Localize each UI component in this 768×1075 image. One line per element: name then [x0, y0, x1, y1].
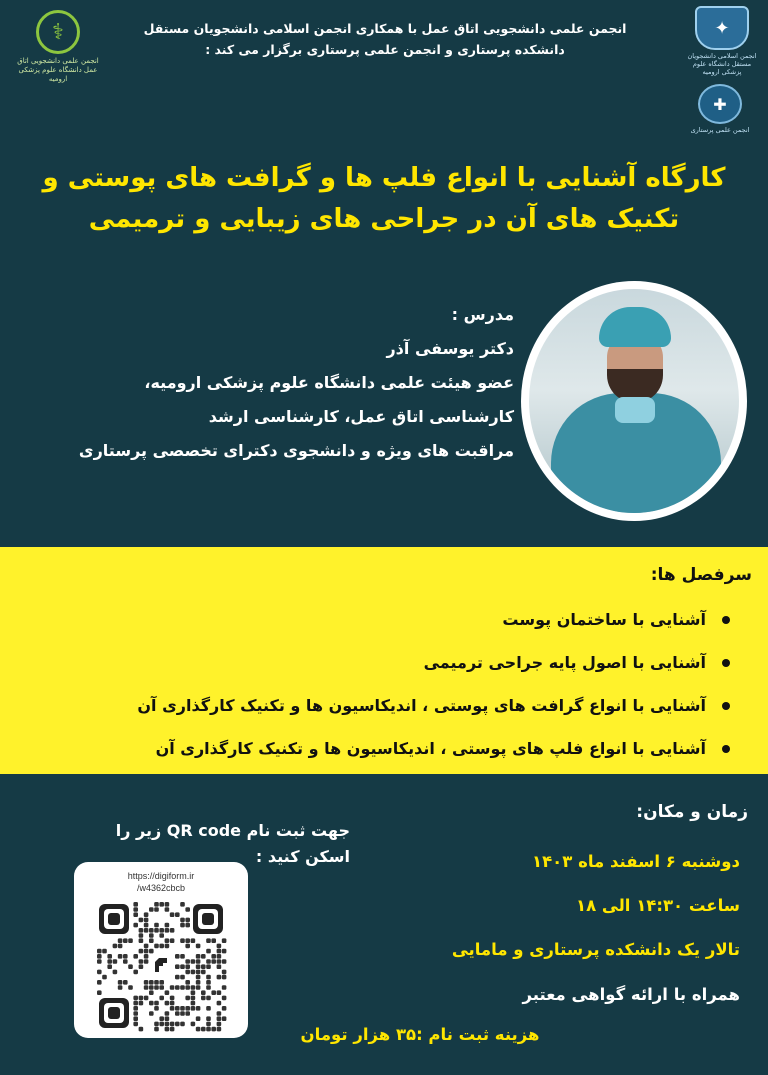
bullet-icon: [722, 616, 730, 624]
list-item: [30, 641, 730, 684]
topic-text: آشنایی با انواع فلپ های پوستی ، اندیکاسیون ها و تکنیک کارگذاری آن: [155, 739, 706, 758]
registration-fee: هزینه ثبت نام :۳۵ هزار تومان: [300, 1025, 540, 1044]
registration-line-2: اسکن کنید :: [255, 847, 350, 866]
graduate-emblem-icon: ✚: [698, 84, 742, 124]
instructor-line-2: کارشناسی اتاق عمل، کارشناسی ارشد: [208, 407, 514, 426]
instructor-line-1: عضو هیئت علمی دانشگاه علوم پزشکی ارومیه،: [144, 373, 514, 392]
instructor-photo: [521, 281, 747, 521]
logo-right1-caption: انجمن اسلامی دانشجویان مستقل دانشگاه علوم پزشکی ارومیه: [687, 52, 757, 76]
topics-title: سرفصل ها:: [650, 565, 752, 585]
instructor-line-3: مراقبت های ویژه و دانشجوی دکترای تخصصی پرستاری: [78, 441, 514, 460]
schedule-details: [370, 840, 740, 972]
dinosaur-icon: [149, 954, 173, 978]
topic-text: آشنایی با ساختمان پوست: [502, 610, 706, 629]
registration-line-1: جهت ثبت نام QR code زیر را: [115, 821, 350, 840]
workshop-title: [40, 158, 728, 240]
islamic-association-logo: [686, 6, 758, 74]
topic-text: آشنایی با اصول پایه جراحی ترمیمی: [423, 653, 706, 672]
logo-right2-caption: انجمن علمی پرستاری: [690, 126, 750, 134]
nursing-association-logo: [680, 84, 760, 146]
intro-line-2: دانشکده پرستاری و انجمن علمی پرستاری برگزار می کند :: [205, 42, 565, 57]
surgeon-portrait: [529, 289, 739, 513]
caduceus-icon: ⚕: [36, 10, 80, 54]
bullet-icon: [722, 702, 730, 710]
surgical-cap-shape: [599, 307, 671, 347]
registration-url-line-2: /w4362cbcb: [136, 883, 186, 893]
logo-left-caption: انجمن علمی دانشجویی اتاق عمل دانشگاه علوم پزشکی ارومیه: [17, 57, 99, 83]
qr-code-card[interactable]: [74, 862, 248, 1038]
surgical-mask-shape: [615, 397, 655, 423]
operating-room-association-logo: [12, 10, 104, 88]
organizer-intro: [140, 18, 630, 60]
schedule-title: زمان و مکان:: [636, 802, 748, 822]
title-line-2: تکنیک های آن در جراحی های زیبایی و ترمیمی: [88, 204, 680, 234]
instructor-name: دکتر یوسفی آذر: [386, 339, 514, 358]
book-emblem-icon: ✦: [695, 6, 749, 50]
certificate-note: همراه با ارائه گواهی معتبر: [522, 985, 740, 1004]
schedule-place: تالار یک دانشکده پرستاری و مامایی: [451, 940, 740, 959]
schedule-date: دوشنبه ۶ اسفند ماه ۱۴۰۳: [532, 852, 740, 871]
topics-list: [30, 598, 730, 770]
topic-text: آشنایی با انواع گرافت های پوستی ، اندیکاسیون ها و تکنیک کارگذاری آن: [137, 696, 706, 715]
registration-url-line-1: https://digiform.ir: [127, 871, 195, 881]
intro-line-1: انجمن علمی دانشجویی اتاق عمل با همکاری انجمن اسلامی دانشجویان مستقل: [143, 21, 627, 36]
bullet-icon: [722, 659, 730, 667]
instructor-label: مدرس :: [451, 305, 514, 324]
instructor-info: [14, 298, 514, 468]
list-item: [30, 684, 730, 727]
qr-code-icon[interactable]: [95, 900, 227, 1032]
schedule-time: ساعت ۱۴:۳۰ الی ۱۸: [576, 896, 740, 915]
list-item: [30, 727, 730, 770]
bullet-icon: [722, 745, 730, 753]
title-line-1: کارگاه آشنایی با انواع فلپ ها و گرافت های پوستی و: [42, 163, 726, 193]
list-item: [30, 598, 730, 641]
